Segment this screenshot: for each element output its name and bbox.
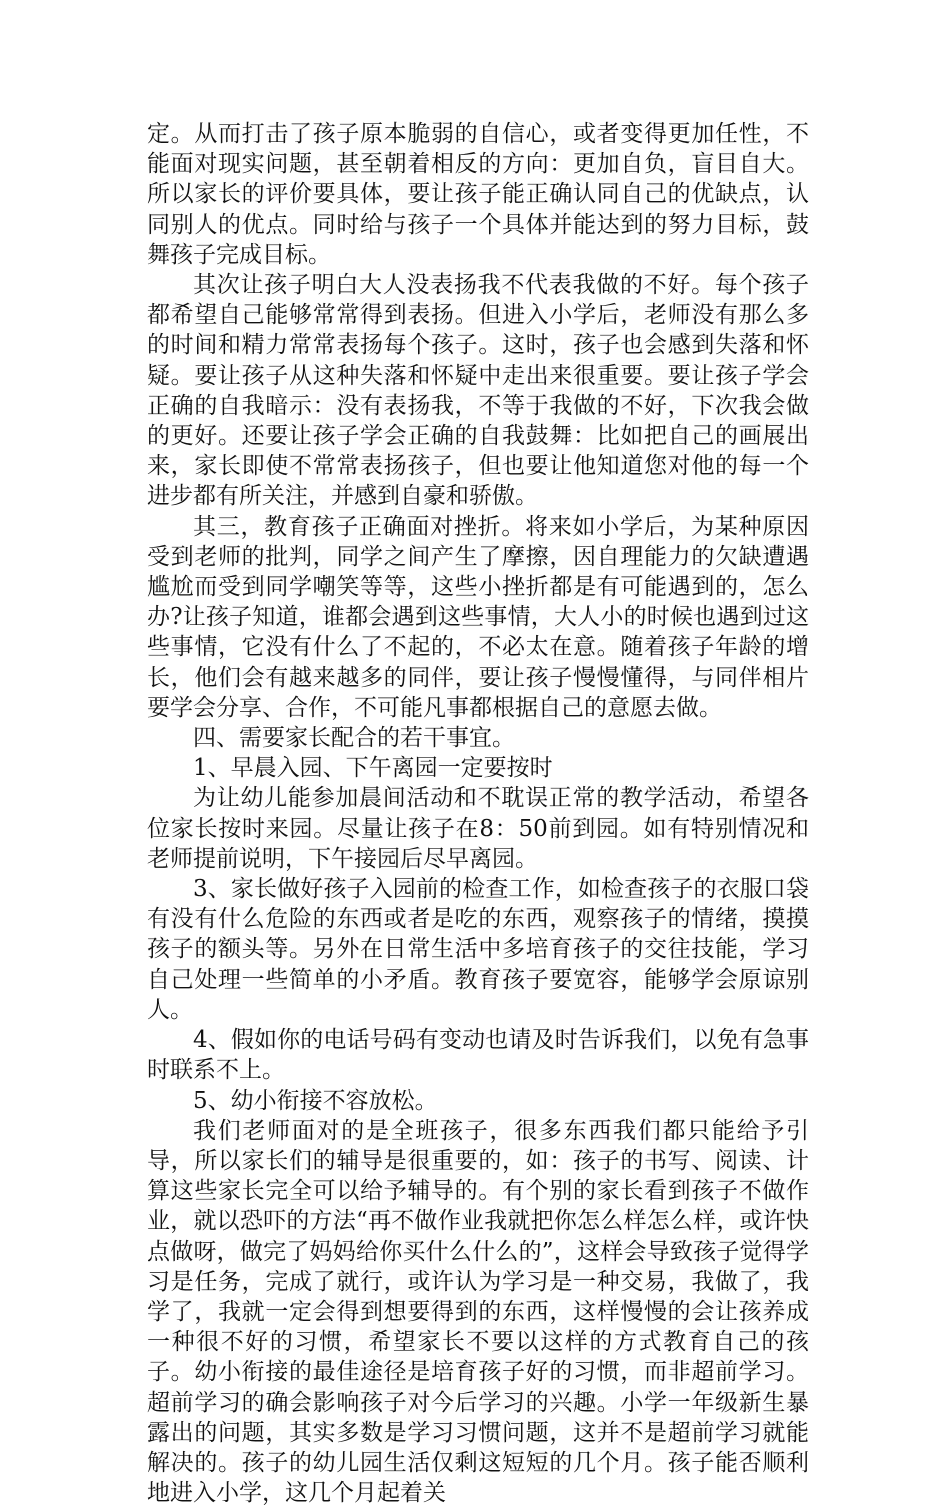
paragraph-praise: 其次让孩子明白大人没表扬我不代表我做的不好。每个孩子都希望自己能够常常得到表扬。但进入小学后，老师没有那么多的时间和精力常常表扬每个孩子。这时，孩子也会感到失落和怀疑。要让孩子从这种失落和怀疑中走出来很重要。要让孩子学会正确的自我暗示：没有表扬我，不等于我做的不好，下次我会做的更好。还要让孩子学会正确的自我鼓舞：比如把自己的画展出来，家长即使不常常表扬孩子，但也要让他知道您对他的每一个进步都有所关注，并感到自豪和骄傲。 (147, 272, 809, 510)
paragraph-guidance: 我们老师面对的是全班孩子，很多东西我们都只能给予引导，所以家长们的辅导是很重要的，如：孩子的书写、阅读、计算这些家长完全可以给予辅导的。有个别的家长看到孩子不做作业，就以恐吓的方法“再不做作业我就把你怎么样怎么样，或许快点做呀，做完了妈妈给你买什么什么的”，这样会导致孩子觉得学习是任务，完成了就行，或许认为学习是一种交易，我做了，我学了，我就一定会得到想要得到的东西，这样慢慢的会让孩养成一种很不好的习惯，希望家长不要以这样的方式教育自己的孩子。幼小衔接的最佳途径是培育孩子好的习惯，而非超前学习。超前学习的确会影响孩子对今后学习的兴趣。小学一年级新生暴露出的问题，其实多数是学习习惯问题，这并不是超前学习就能解决的。孩子的幼儿园生活仅剩这短短的几个月。孩子能否顺利地进入小学，这几个月起着关 (147, 1117, 809, 1507)
document-body (147, 119, 809, 1508)
paragraph-item-3: 3、家长做好孩子入园前的检查工作，如检查孩子的衣服口袋有没有什么危险的东西或者是吃的东西，观察孩子的情绪，摸摸孩子的额头等。另外在日常生活中多培育孩子的交往技能，学习自己处理一些简单的小矛盾。教育孩子要宽容，能够学会原谅别人。 (147, 876, 809, 1023)
paragraph-punctuality: 为让幼儿能参加晨间活动和不耽误正常的教学活动，希望各位家长按时来园。尽量让孩子在8：50前到园。如有特别情况和老师提前说明，下午接园后尽早离园。 (147, 785, 809, 872)
paragraph-continuation: 定。从而打击了孩子原本脆弱的自信心，或者变得更加任性，不能面对现实问题，甚至朝着相反的方向：更加自负，盲目自大。所以家长的评价要具体，要让孩子能正确认同自己的优缺点，认同别人的优点。同时给与孩子一个具体并能达到的努力目标，鼓舞孩子完成目标。 (147, 121, 809, 268)
item-heading-punctuality: 1、早晨入园、下午离园一定要按时 (193, 755, 553, 782)
paragraph-item-4: 4、假如你的电话号码有变动也请及时告诉我们，以免有急事时联系不上。 (147, 1027, 809, 1084)
paragraph-setbacks: 其三，教育孩子正确面对挫折。将来如小学后，为某种原因受到老师的批判，同学之间产生了摩擦，因自理能力的欠缺遭遇尴尬而受到同学嘲笑等等，这些小挫折都是有可能遇到的，怎么办?让孩子知道，谁都会遇到这些事情，大人小的时候也遇到过这些事情，它没有什么了不起的，不必太在意。随着孩子年龄的增长，他们会有越来越多的同伴，要让孩子慢慢懂得，与同伴相片要学会分享、合作，不可能凡事都根据自己的意愿去做。 (147, 513, 809, 721)
item-heading-5: 5、幼小衔接不容放松。 (193, 1087, 438, 1114)
section-heading-parent-cooperation: 四、需要家长配合的若干事宜。 (193, 725, 515, 752)
